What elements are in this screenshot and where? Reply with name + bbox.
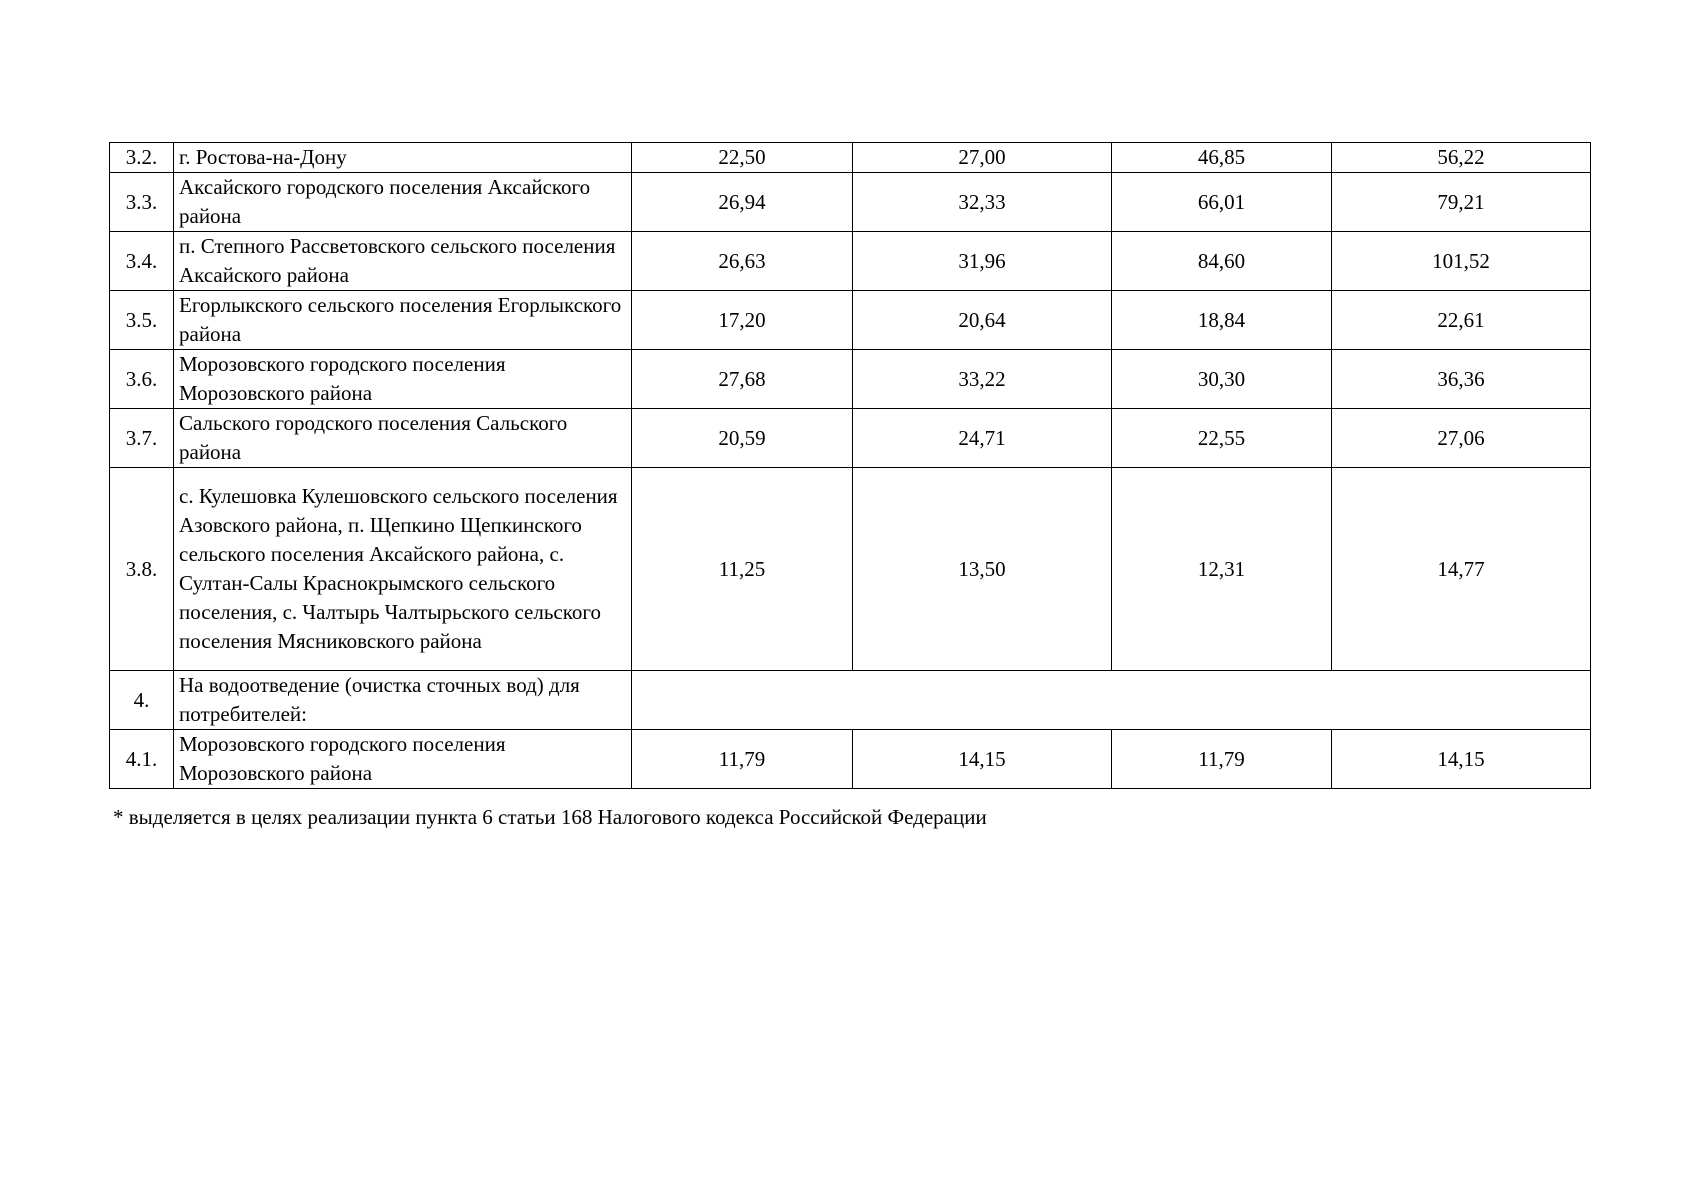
value-cell: 79,21 [1332, 173, 1591, 232]
section-row [110, 671, 1591, 730]
section-number: 4. [110, 671, 174, 730]
value-cell: 12,31 [1112, 468, 1332, 671]
value-cell: 33,22 [853, 350, 1112, 409]
value-cell: 17,20 [632, 291, 853, 350]
section-name: На водоотведение (очистка сточных вод) для потребителей: [174, 671, 632, 730]
table-row [110, 350, 1591, 409]
value-cell: 11,79 [632, 730, 853, 789]
section-empty-cell [632, 671, 1591, 730]
value-cell: 84,60 [1112, 232, 1332, 291]
row-name: с. Кулешовка Кулешовского сельского поселения Азовского района, п. Щепкино Щепкинского сельского поселения Аксайского района, с. Султан-Салы Краснокрымского сельского поселения, с. Чалтырь Чалтырьского сельского поселения Мясниковского района [174, 468, 632, 671]
row-number: 3.3. [110, 173, 174, 232]
table-row [110, 173, 1591, 232]
row-number: 3.7. [110, 409, 174, 468]
value-cell: 20,64 [853, 291, 1112, 350]
row-name: Морозовского городского поселения Морозовского района [174, 350, 632, 409]
value-cell: 27,68 [632, 350, 853, 409]
footnote: * выделяется в целях реализации пункта 6 статьи 168 Налогового кодекса Российской Федерации [113, 805, 987, 829]
value-cell: 24,71 [853, 409, 1112, 468]
row-number: 3.6. [110, 350, 174, 409]
value-cell: 14,77 [1332, 468, 1591, 671]
table-row [110, 291, 1591, 350]
value-cell: 14,15 [853, 730, 1112, 789]
value-cell: 56,22 [1332, 143, 1591, 173]
value-cell: 11,25 [632, 468, 853, 671]
table-row [110, 409, 1591, 468]
table-row [110, 730, 1591, 789]
row-name: г. Ростова-на-Дону [174, 143, 632, 173]
value-cell: 31,96 [853, 232, 1112, 291]
table-row [110, 468, 1591, 671]
value-cell: 20,59 [632, 409, 853, 468]
row-name: Сальского городского поселения Сальского района [174, 409, 632, 468]
table-row [110, 232, 1591, 291]
value-cell: 27,00 [853, 143, 1112, 173]
row-name: Морозовского городского поселения Морозовского района [174, 730, 632, 789]
value-cell: 27,06 [1332, 409, 1591, 468]
value-cell: 32,33 [853, 173, 1112, 232]
row-name: п. Степного Рассветовского сельского поселения Аксайского района [174, 232, 632, 291]
row-name: Аксайского городского поселения Аксайского района [174, 173, 632, 232]
value-cell: 101,52 [1332, 232, 1591, 291]
row-number: 3.5. [110, 291, 174, 350]
value-cell: 11,79 [1112, 730, 1332, 789]
row-number: 4.1. [110, 730, 174, 789]
table-row [110, 143, 1591, 173]
value-cell: 30,30 [1112, 350, 1332, 409]
row-name: Егорлыкского сельского поселения Егорлыкского района [174, 291, 632, 350]
value-cell: 22,55 [1112, 409, 1332, 468]
value-cell: 46,85 [1112, 143, 1332, 173]
row-number: 3.2. [110, 143, 174, 173]
value-cell: 66,01 [1112, 173, 1332, 232]
row-number: 3.8. [110, 468, 174, 671]
value-cell: 26,94 [632, 173, 853, 232]
value-cell: 18,84 [1112, 291, 1332, 350]
value-cell: 22,50 [632, 143, 853, 173]
value-cell: 22,61 [1332, 291, 1591, 350]
value-cell: 14,15 [1332, 730, 1591, 789]
value-cell: 13,50 [853, 468, 1112, 671]
tariff-table [109, 142, 1591, 789]
row-number: 3.4. [110, 232, 174, 291]
value-cell: 26,63 [632, 232, 853, 291]
value-cell: 36,36 [1332, 350, 1591, 409]
